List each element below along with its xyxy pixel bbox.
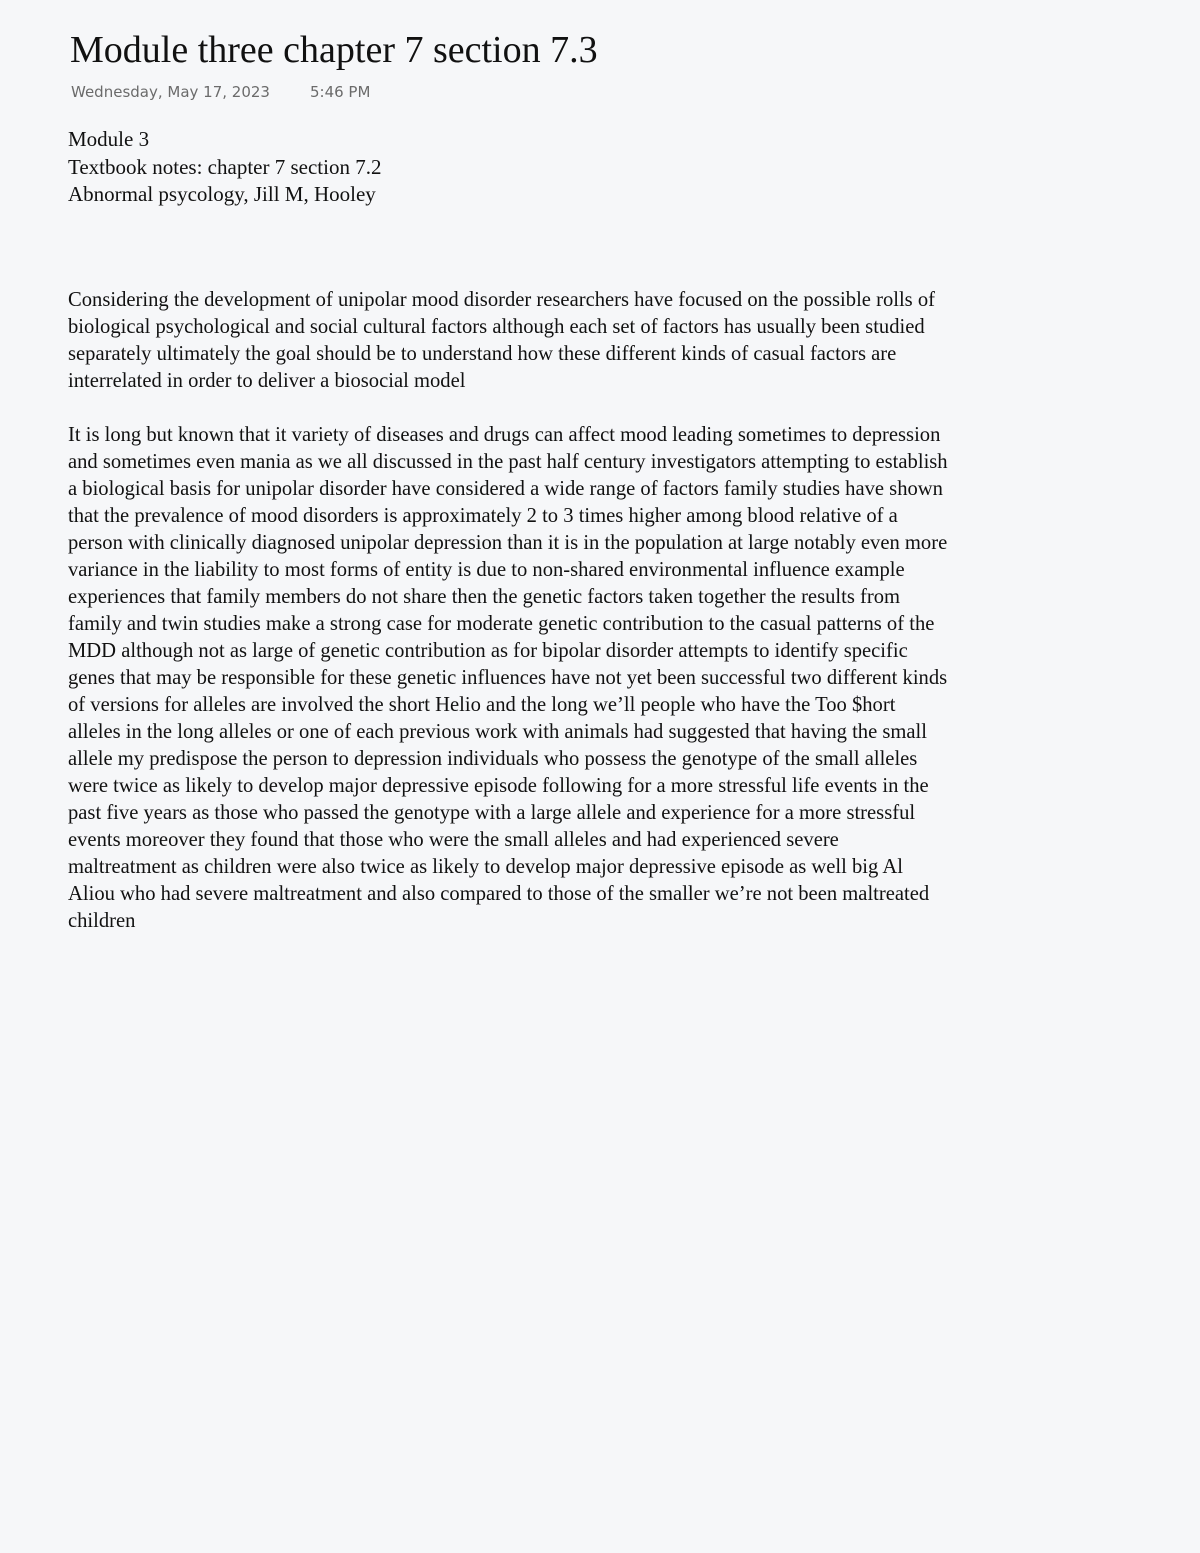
- textbook-notes-label: Textbook notes: chapter 7 section 7.2: [68, 154, 382, 179]
- note-timestamp: [71, 82, 370, 102]
- note-time: 5:46 PM: [309, 83, 371, 101]
- textbook-reference: Abnormal psycology, Jill M, Hooley: [68, 182, 376, 206]
- page-title: Module three chapter 7 section 7.3: [70, 29, 598, 71]
- note-date: Wednesday, May 17, 2023: [71, 83, 270, 101]
- note-body: [68, 287, 948, 962]
- module-label: Module 3: [68, 127, 150, 151]
- paragraph: It is long but known that it variety of diseases and drugs can affect mood leading sometimes to depression and sometimes even mania as we all discussed in the past half century investigators attempting to establish a biological basis for unipolar disorder have considered a wide range of factors family studies have shown that the prevalence of mood disorders is approximately 2 to 3 times higher among blood relative of a person with clinically diagnosed unipolar depression than it is in the population at large notably even more variance in the liability to most forms of entity is due to non-shared environmental influence example experiences that family members do not share then the genetic factors taken together the results from family and twin studies make a strong case for moderate genetic contribution to the casual patterns of the MDD although not as large of genetic contribution as for bipolar disorder attempts to identify specific genes that may be responsible for these genetic influences have not yet been successful two different kinds of versions for alleles are involved the short Helio and the long we’ll people who have the Too $hort alleles in the long alleles or one of each previous work with animals had suggested that having the small allele my predispose the person to depression individuals who possess the genotype of the small alleles were twice as likely to develop major depressive episode following for a more stressful life events in the past five years as those who passed the genotype with a large allele and experience for a more stressful events moreover they found that those who were the small alleles and had experienced severe maltreatment as children were also twice as likely to develop major depressive episode as well big Al Aliou who had severe maltreatment and also compared to those of the smaller we’re not been maltreated children: [68, 424, 948, 932]
- paragraph: Considering the development of unipolar mood disorder researchers have focused on the possible rolls of biological psychological and social cultural factors although each set of factors has usually been studied separately ultimately the goal should be to understand how these different kinds of casual factors are interrelated in order to deliver a biosocial model: [68, 289, 935, 392]
- note-header-block: [68, 126, 381, 209]
